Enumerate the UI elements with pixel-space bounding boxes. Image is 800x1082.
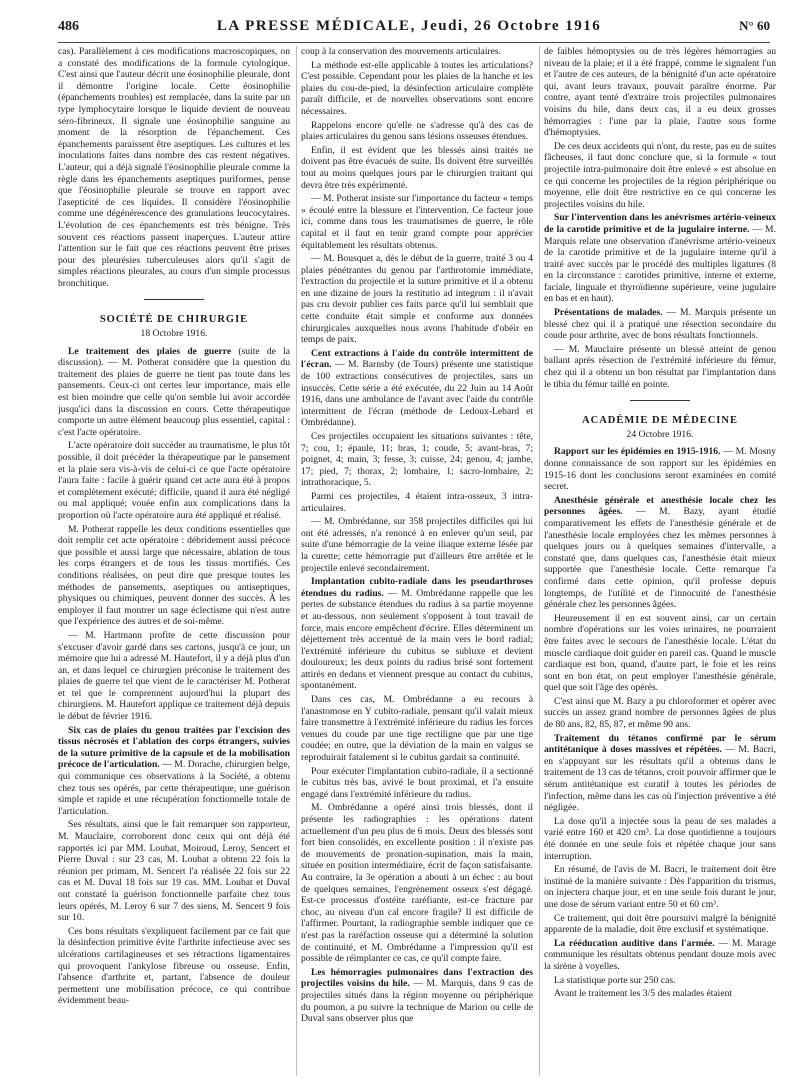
- paragraph: Pour exécuter l'implantation cubito-radiale, il a sectionné le cubitus très bas, avivé le bout proximal, et l'a ensuite engagé dans l'extrémité inférieure du radius.: [301, 765, 533, 800]
- article-title: Rapport sur les épidémies en 1915-1916.: [554, 446, 721, 458]
- paragraph: — M. Bacri, en s'appuyant sur les résultats qu'il a obtenus dans le traitement de 13 cas de tétanos, croit pouvoir affirmer que le sérum antitétanique est curatif à toutes les périodes de l'infection, même dans les cas où l'injection préventive a été négligée.: [544, 744, 776, 814]
- paragraph: En résumé, de l'avis de M. Bacri, le traitement doit être institué de la manière suivante : Dès l'apparition du trismus, on injectera chaque jour, et en une seule fois durant le jour, une dose de sérum variant entre 50 et 60 cm³.: [544, 864, 776, 910]
- paragraph: Avant le traitement les 3/5 des malades étaient: [554, 988, 733, 1000]
- article-title: Le traitement des plaies de guerre: [68, 345, 232, 357]
- paragraph: Enfin, il est évident que les blessés ainsi traités ne doivent pas être évacués de suite. Ils doivent être surveillés tout au moins quelques jours par le chirurgien traitant qui devra être très expérimenté.: [301, 144, 533, 191]
- paragraph: — M. Marage communique les résultats obtenus pendant douze mois avec la sirène à voyelles.: [544, 937, 776, 972]
- section-heading-academie: ACADÉMIE DE MÉDECINE: [582, 415, 738, 427]
- paragraph: L'acte opératoire doit succéder au traumatisme, le plus tôt possible, il doit précéder la thérapeutique par le pansement et la plaie sera vis-à-vis de celui-ci ce que l'acte opératoire l'aura faite : facile à guérir quand cet acte aura été à propos et complètement exécuté; difficile, quand il aura été négligé ou mal appliqué; vouée enfin aux complications dans la proportion où l'acte opératoire aura été appliqué et réalisé.: [58, 440, 290, 521]
- article-columns: [58, 46, 776, 1076]
- paragraph: La statistique porte sur 250 cas.: [554, 974, 676, 986]
- paragraph: — M. Hartmann profite de cette discussion pour s'excuser d'avoir gardé dans ses cartons, jusqu'à ce jour, un mémoire que lui a adressé M. Hautefort, il y a déjà plus d'un an, et dans lequel ce chirurgien préconise le traitement des plaies de guerre tel que vient de le caractériser M. Potherat et tel que le comprennent aujourd'hui la plupart des chirurgiens. M. Hautefort applique ce traitement déjà depuis le début de février 1916.: [58, 629, 290, 723]
- paragraph: Ce traitement, qui doit être poursuivi malgré la bénignité apparente de la maladie, doit être exclusif et systématique.: [544, 912, 776, 936]
- paragraph: Ses résultats, ainsi que le fait remarquer son rapporteur, M. Mauclaire, corroborent donc ceux qui ont déjà été rapportés ici par MM. Loubat, Moiroud, Leroy, Sencert et Pierre Duval : sur 23 cas, M. Loubat a obtenu 22 fois la réunion per primam, M. Sencert l'a réalisée 22 fois sur 22 cas et M. Duval 18 fois sur 19 cas. MM. Loubat et Duval ont constaté la guérison fonctionnelle parfaite chez tous leurs opérés, M. Leroy 6 sur 7 des siens, M. Sencert 9 fois sur 10.: [58, 819, 290, 924]
- article-title: Sur l'intervention dans les anévrismes artério-veineux de la carotide primitive et de la jugulaire interne.: [544, 212, 776, 235]
- paragraph: Parmi ces projectiles, 4 étaient intra-osseux, 3 intra-articulaires.: [301, 490, 533, 514]
- paragraph: La dose qu'il a injectée sous la peau de ses malades a varié entre 160 et 420 cm³. La dose quotidienne a toujours été donnée en une seule fois et répétée chaque jour sans interruption.: [544, 815, 776, 862]
- paragraph: — M. Mauclaire présente un blessé atteint de genou ballant après résection de l'extrémité inférieure du fémur, chez qui il a obtenu un bon résultat par l'implantation dans le tibia du fémur taillé en pointe.: [544, 343, 776, 390]
- paragraph: — M. Mosny donne connaissance de son rapport sur les épidémies en 1915-16 dont les conclusions seront examinées en comité secret.: [544, 446, 776, 493]
- article-title: Cent extractions à l'aide du contrôle intermittent de l'écran.: [301, 347, 533, 371]
- issue-number: N° 60: [739, 18, 770, 33]
- paragraph: Heureusement il en est souvent ainsi, car un certain nombre d'opérations sur les voies urinaires, ne pourraient être faites avec le secours de l'anesthésie locale. L'état du muscle cardiaque doit guider en pareil cas. Quand le muscle cardiaque est bon, quand, d'autre part, le foie et les reins sont en bon état, on peut employer l'anesthésie générale, quel que soit l'âge des opérés.: [544, 612, 776, 694]
- paragraph: Ces projectiles occupaient les situations suivantes : tête, 7; cou, 1; épaule, 11; bras, 1; coude, 5; avant-bras, 7; poignet, 4; main, 3; fesse, 3; cuisse, 24; genou, 4; jambe, 17; pied, 7; thorax, 2; lombaire, 1; sacro-lombaire, 2; intrathoracique, 5.: [301, 431, 533, 489]
- paragraph: — M. Marquis, dans 9 cas de projectiles situés dans la région moyenne ou périphérique du poumon, a pu suivre la technique de Marion ou celle de Duval sans observer plus que: [301, 978, 533, 1025]
- paragraph: — M. Dorache, chirurgien belge, qui communique ces observations à la Société, a obtenu chez tous ses opérés, par cette thérapeutique, une guérison simple et rapide et une récupération fonctionnelle totale de l'articulation.: [58, 759, 290, 817]
- paragraph: cas). Parallèlement à ces modifications macroscopiques, on a constaté des modifications de la formule cytologique. C'est ainsi que l'auteur décrit une éosinophilie pleurale, dont il démontre l'origine locale. Cette éosinophilie (épanchements troubles) est remplacée, dans la suite par un type lymphocytaire lorsque le liquide devient de nouveau séro-fibrineux. Il signale une éosinophilie sanguine au moment de la résorption de l'épanchement. Ces épanchements paraissent être aseptiques. Les cultures et les inoculations faites dans nombre des cas restent négatives. L'auteur, qui a déjà signalé l'éosinophilie pleurale comme la règle dans les épanchements aseptiques puriformes, pense que l'éosinophilie pleurale se trouve en rapport avec l'asepticité de ces liquides. Il considère l'éosinophilie comme une dégénérescence des granulations leucocytaires. L'évolution de ces épanchements est très bénigne. Très souvent ces réactions passent inaperçues. L'auteur attire l'attention sur le fait que ces réactions peuvent être prises pour des pleurésies tuberculeuses alors qu'il s'agit de simples réactions pleurales, au cours d'un simple processus bronchitique.: [58, 46, 290, 289]
- paragraph: Ces bons résultats s'expliquent facilement par ce fait que la désinfection primitive évite l'arthrite infectieuse avec ses ulcérations cartilagineuses et ses rétractions ligamentaires qui provoquent l'ankylose fibreuse ou osseuse. Enfin, l'absence d'arthrite et, partant, l'absence de douleur permettent une mobilisation précoce, ce qui contribue évidemment beau-: [58, 925, 290, 1007]
- session-date: 24 Octobre 1916.: [626, 428, 694, 440]
- paragraph: — M. Barnsby (de Tours) présente une statistique de 100 extractions consécutives de projectiles, sans un insuccès. Cette série a été exécutée, du 22 Juin au 14 Août 1916, dans une ambulance de l'avant avec l'aide du contrôle intermittent de l'écran (méthode de Ledoux-Lebard et Ombrédanne).: [301, 359, 533, 429]
- paragraph: La méthode est-elle applicable à toutes les articulations? C'est possible. Cependant pour les plaies de la hanche et les plaies du cou-de-pied, la désinfection articulaire complète paraît difficile, et de nouvelles observations sont encore nécessaires.: [301, 59, 533, 117]
- column-2: [296, 46, 533, 1076]
- paragraph: M. Ombrédanne a opéré ainsi trois blessés, dont il présente les radiographies : les opérations datent actuellement d'un peu plus de 6 mois. Deux des blessés sont fort bien consolidés, en excellente position : il n'existe pas de mouvements de pronation-supination, mais la main, située en position intermédiaire, écrit de façon satisfaisante. Au contraire, la 3e opération a abouti à un échec : au bout de quelques semaines, l'engrènement osseux s'est dégagé. Est-ce processus d'ostéite raréfiante, est-ce fracture par choc, au niveau d'un cal encore fragile? Il est difficile de l'affirmer. Pourtant, la radiographie semble indiquer que ce n'est pas la raréfaction osseuse qui a déterminé la solution de continuité, et M. Ombrédanne a l'impression qu'il est possible de réimplanter ce cas, ce qu'il compte faire.: [301, 802, 533, 965]
- paragraph: — M. Marquis présente un blessé chez qui il a pratiqué une résection secondaire du coude pour arthrite, avec de bons résultats fonctionnels.: [544, 307, 776, 342]
- paragraph: de faibles hémoptysies ou de très légères hémorragies au niveau de la plaie; et il a été frappé, comme le signalent l'un et l'autre de ces auteurs, de la bénignité d'un acte opératoire qui, avant leurs travaux, pouvait paraître énorme. Par contre, ayant tenté d'extraire trois projectiles pulmonaires voisins du hile, dans deux cas, il a eu deux grosses hémorragies : l'une par la plaie, l'autre sous forme d'hémoptysies.: [544, 46, 776, 139]
- paragraph: De ces deux accidents qui n'ont, du reste, pas eu de suites fâcheuses, il faut donc conclure que, si la formule « tout projectile intra-pulmonaire doit être enlevé » est absolue en ce qui concerne les projectiles de la région périphérique ou moyenne, elle doit être restrictive en ce qui concerne les projectiles voisins du hile.: [544, 140, 776, 210]
- article-title: Présentations de malades.: [554, 307, 663, 319]
- paragraph: — M. Ombrédanne, sur 358 projectiles difficiles qui lui ont été adressés, n'a renoncé à en enlever qu'un seul, par suite d'une hémorragie de la veine iliaque externe lésée par la curette; cette hémorragie put d'ailleurs être arrêtée et le projectile enlevé secondairement.: [301, 516, 533, 574]
- article-title: Six cas de plaies du genou traitées par l'excision des tissus nécrosés et l'ablation des corps étrangers, suivies de la suture primitive de la capsule et de la mobilisation précoce de l'articulation.: [58, 724, 290, 771]
- journal-title: LA PRESSE MÉDICALE, Jeudi, 26 Octobre 1916: [216, 18, 602, 34]
- header-rule: [58, 42, 770, 43]
- paragraph: — M. Marquis relate une observation d'anévrisme artério-veineux de la carotide primitive et de la jugulaire interne qu'il a traité avec succès par le procédé des multiples ligatures (8 en la circonstance : carotides primitive, interne et externe, faciale, linguale et thyroïdienne supérieure, veine jugulaire en bas et en haut).: [544, 223, 776, 305]
- paragraph: Dans ces cas, M. Ombrédanne a eu recours à l'anastomose en Y cubito-radiale, pensant qu'il valait mieux faire transmettre à l'extrémité inférieure du radius les forces venues du coude par une tige rectiligne que par une tige coudée; en outre, que la déviation de la main en valgus se reproduirait fatalement si le cubitus gardait sa continuité.: [301, 694, 533, 764]
- article-title: La rééducation auditive dans l'armée.: [554, 937, 715, 949]
- paragraph: M. Potherat rappelle les deux conditions essentielles que doit remplir cet acte opératoire : débridement aussi précoce que possible et aussi large que nécessaire, ablation de tous les corps étrangers et de tous les tissus mortifiés. Ces conditions réalisées, on peut dire que presque toutes les méthodes de pansements, aseptiques ou antiseptiques, physiques ou chimiques, peuvent donner des succès. À les employer il faut montrer un sage éclectisme qui n'est autre que l'expérience des autres et de soi-même.: [58, 523, 290, 628]
- paragraph: — M. Bousquet a, dès le début de la guerre, traité 3 ou 4 plaies pénétrantes du genou par l'arthrotomie immédiate, l'extraction du projectile et la suture primitive et il a obtenu en une dizaine de jours la restitutio ad integrum : il n'avait pas cru devoir publier ces faits parce qu'il lui semblait que cette conduite était simple et conforme aux données chirurgicales auxquelles nous avons l'habitude d'obéir en temps de paix.: [301, 253, 533, 346]
- paragraph: (suite de la discussion). — M. Potherat considère que la question du traitement des plaies de guerre ne tient pas toute dans les pansements. Ceux-ci ont certes leur importance, mais elle est bien moindre que celle qu'on semble lui avoir accordée jusqu'ici dans la discussion en cours. Cette thérapeutique comporte un autre élément beaucoup plus essentiel, capital : c'est l'acte opératoire.: [58, 345, 290, 438]
- column-3: [539, 46, 776, 1076]
- article-title: Implantation cubito-radiale dans les pseudarthroses étendues du radius.: [301, 576, 533, 599]
- paragraph: — M. Bazy, ayant étudié comparativement les effets de l'anesthésie générale et de l'anesthésie locale employées chez les mêmes personnes à quelques jours ou à quelques semaines d'intervalle, a constaté que, dans quelques cas, l'anesthésie était mieux supportée que l'anesthésie locale. Cette remarque l'a confirmé dans cette opinion, qu'il professe depuis longtemps, de l'utilité et de l'innocuité de l'anesthésie générale chez les personnes âgées.: [544, 506, 776, 611]
- paragraph: coup à la conservation des mouvements articulaires.: [301, 46, 502, 57]
- paragraph: — M. Potherat insiste sur l'importance du facteur « temps » écoulé entre la blessure et l'intervention. Ce facteur joue ici, comme dans tous les traumatismes de guerre, le rôle capital et il faut en tenir grand compte pour apprécier équitablement les résultats obtenus.: [301, 193, 533, 251]
- page-header: [58, 18, 770, 40]
- section-divider: [144, 299, 204, 300]
- session-date: 18 Octobre 1916.: [140, 328, 208, 340]
- article-title: Les hémorragies pulmonaires dans l'extraction des projectiles voisins du hile.: [301, 966, 533, 990]
- paragraph: C'est ainsi que M. Bazy a pu chloroformer et opérer avec succès un assez grand nombre de personnes âgées de plus de 80 ans, 82, 85, 87, et même 90 ans.: [544, 695, 776, 731]
- paragraph: Rappelons encore qu'elle ne s'adresse qu'à des cas de plaies articulaires du genou sans lésions osseuses étendues.: [301, 119, 533, 143]
- page-number: 486: [58, 19, 79, 34]
- column-1: [58, 46, 290, 1076]
- section-divider: [630, 400, 690, 401]
- article-title: Traitement du tétanos confirmé par le sérum antitétanique à doses massives et répétées.: [544, 732, 776, 756]
- section-heading-chirurgie: SOCIÉTÉ DE CHIRURGIE: [99, 314, 249, 326]
- paragraph: — M. Ombrédanne rappelle que les pertes de substance étendues du radius à sa partie moyenne et au-dessous, non seulement s'opposent à tout travail de force, mais encore empêchent d'écrire. Elles déterminent un déjettement très accentué de la main vers le bord radial; l'extrémité inférieure du cubitus se subluxe et devient douloureux; les deux points du radius brisé sont fortement attirés en dedans et viennent presque au contact du cubitus, spontanément.: [301, 587, 533, 692]
- article-title: Anesthésie générale et anesthésie locale chez les personnes âgées.: [544, 494, 776, 518]
